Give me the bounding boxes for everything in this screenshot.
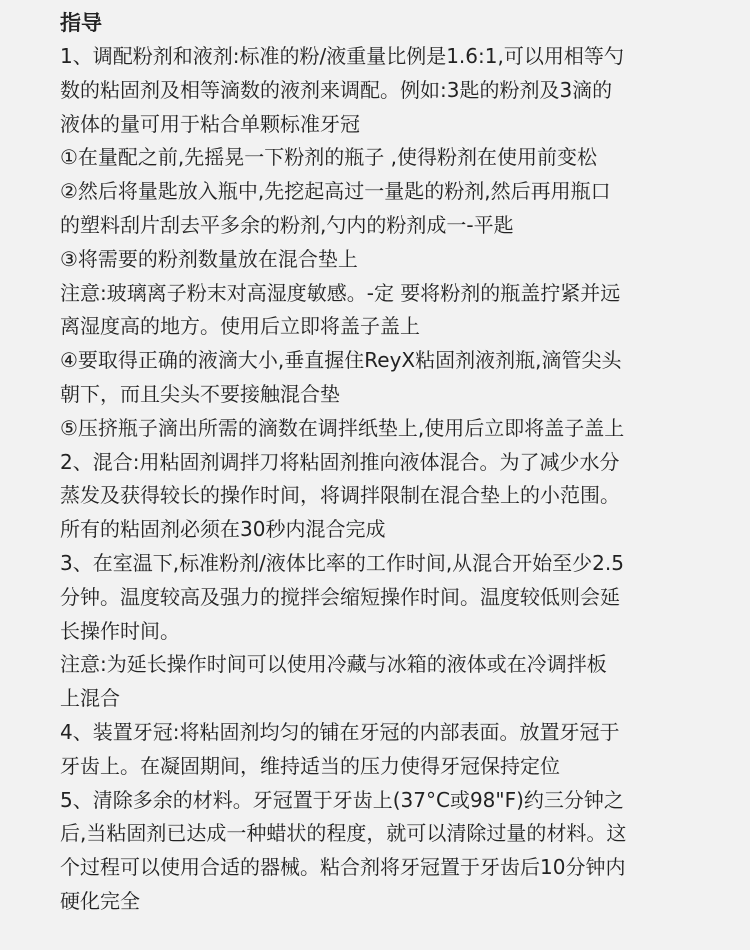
instructions-body — [60, 40, 736, 919]
text-line: 注意:为延长操作时间可以使用冷藏与冰箱的液体或在冷调拌板 — [60, 652, 607, 677]
text-line: 后,当粘固剂已达成一种蜡状的程度，就可以清除过量的材料。这 — [60, 821, 627, 846]
text-line: ②然后将量匙放入瓶中,先挖起高过一量匙的粉剂,然后再用瓶口 — [60, 179, 611, 204]
text-line: 5、清除多余的材料。牙冠置于牙齿上(37°C或98"F)约三分钟之 — [60, 787, 624, 812]
text-line: 分钟。温度较高及强力的搅拌会缩短操作时间。温度较低则会延 — [60, 584, 620, 609]
text-line: 硬化完全 — [60, 888, 140, 913]
text-line: 的塑料刮片刮去平多余的粉剂,勺内的粉剂成一-平匙 — [60, 212, 514, 237]
text-line: 1、调配粉剂和液剂:标准的粉/液重量比例是1.6:1,可以用相等勺 — [60, 44, 624, 68]
text-line: 长操作时间。 — [60, 618, 180, 643]
text-line: 4、装置牙冠:将粘固剂均匀的铺在牙冠的内部表面。放置牙冠于 — [60, 719, 620, 744]
text-line: ③将需要的粉剂数量放在混合垫上 — [60, 246, 358, 271]
text-line: ④要取得正确的液滴大小,垂直握住ReyX粘固剂液剂瓶,滴管尖头 — [60, 348, 622, 373]
text-line: 牙齿上。在凝固期间，维持适当的压力使得牙冠保持定位 — [60, 753, 560, 778]
text-line: ⑤压挤瓶子滴出所需的滴数在调拌纸垫上,使用后立即将盖子盖上 — [60, 415, 625, 440]
text-line: 液体的量可用于粘合单颗标准牙冠 — [60, 111, 360, 136]
text-line: 朝下，而且尖头不要接触混合垫 — [60, 381, 340, 406]
text-line: 注意:玻璃离子粉末对高湿度敏感。-定 要将粉剂的瓶盖拧紧并远 — [60, 280, 621, 305]
text-line: 数的粘固剂及相等滴数的液剂来调配。例如:3匙的粉剂及3滴的 — [60, 77, 613, 102]
text-line: 离湿度高的地方。使用后立即将盖子盖上 — [60, 314, 420, 339]
page-title: 指导 — [60, 11, 102, 35]
text-line: 所有的粘固剂必须在30秒内混合完成 — [60, 517, 386, 542]
text-line: 蒸发及获得较长的操作时间，将调拌限制在混合垫上的小范围。 — [60, 483, 620, 508]
text-line: 上混合 — [60, 686, 120, 711]
text-line: 2、混合:用粘固剂调拌刀将粘固剂推向液体混合。为了减少水分 — [60, 449, 620, 474]
text-line: 个过程可以使用合适的器械。粘合剂将牙冠置于牙齿后10分钟内 — [60, 855, 626, 880]
text-line: 3、在室温下,标准粉剂/液体比率的工作时间,从混合开始至少2.5 — [60, 550, 624, 575]
text-line: ①在量配之前,先摇晃一下粉剂的瓶子 ,使得粉剂在使用前变松 — [60, 145, 598, 170]
